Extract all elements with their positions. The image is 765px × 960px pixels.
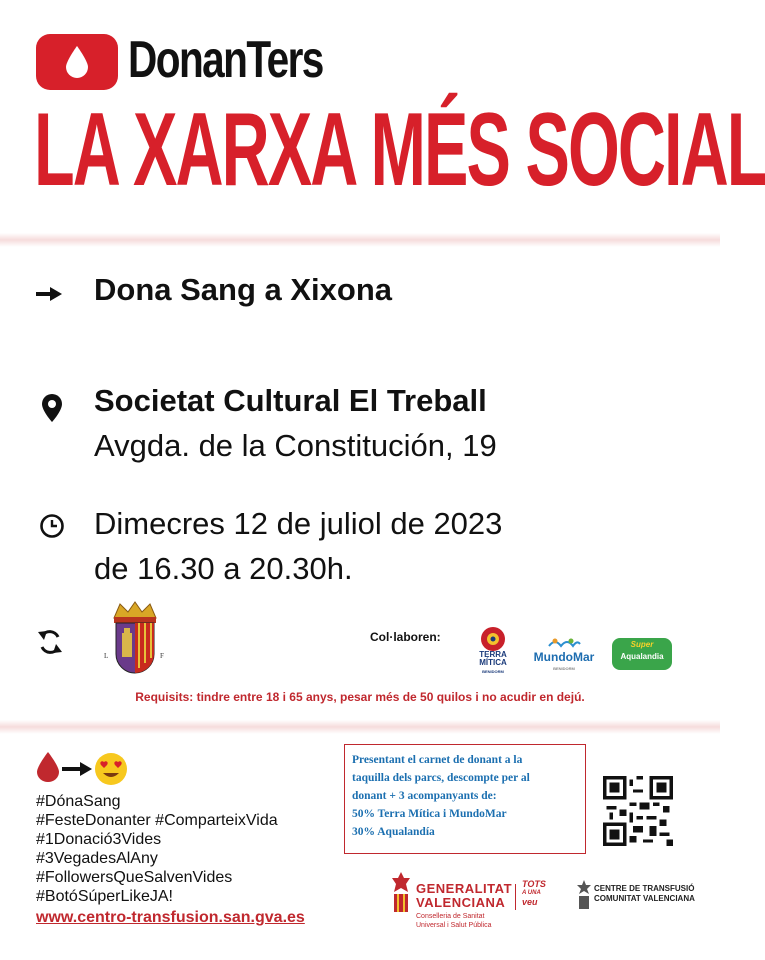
hashtag-line: #FesteDonanter #ComparteixVida <box>36 812 278 829</box>
svg-text:L: L <box>104 652 109 660</box>
generalitat-divider <box>515 884 516 910</box>
generalitat-sub-line1: Conselleria de Sanitat <box>416 913 485 920</box>
promo-line: donant + 3 acompanyants de: <box>352 790 497 802</box>
event-time: de 16.30 a 20.30h. <box>94 551 353 586</box>
hashtag-line: #1Donació3Vides <box>36 831 162 848</box>
headline-part2: MÉS SOCIAL <box>370 92 765 208</box>
terra-mitica-emblem-icon <box>480 626 506 652</box>
terra-mitica-sub: BENIDORM <box>482 669 504 674</box>
tots-a-una-veu <box>522 880 546 907</box>
website-link[interactable]: www.centro-transfusion.san.gva.es <box>36 909 305 926</box>
tots-line3: veu <box>522 897 538 907</box>
promo-box <box>344 744 586 854</box>
collaborators-label: Col·laboren: <box>370 630 441 644</box>
divider-band-bottom <box>0 720 720 734</box>
terra-mitica-name: TERRA MÍTICA <box>479 650 507 667</box>
arrow-right-icon <box>62 762 92 776</box>
venue-address: Avgda. de la Constitución, 19 <box>94 428 497 463</box>
venue-name: Societat Cultural El Treball <box>94 383 487 418</box>
headline-part1: LA XARXA <box>34 92 354 208</box>
blood-drop-icon <box>64 45 90 79</box>
mundomar-name: MundoMar <box>533 650 595 664</box>
xixona-coat-of-arms-icon <box>100 600 170 678</box>
generalitat-text <box>416 882 512 930</box>
ctv-text <box>594 884 695 904</box>
aqualandia-super: Super <box>630 640 654 649</box>
generalitat-name-line1: GENERALITAT <box>416 881 513 896</box>
svg-text:F: F <box>160 652 164 660</box>
terra-mitica-logo <box>470 626 516 676</box>
refresh-icon <box>36 628 64 656</box>
ctv-emblem-icon <box>576 880 592 910</box>
generalitat-emblem-icon <box>390 872 412 914</box>
promo-line: Presentant el carnet de donant a la <box>352 754 523 766</box>
event-title: Dona Sang a Xixona <box>94 272 393 307</box>
event-date: Dimecres 12 de juliol de 2023 <box>94 506 503 541</box>
arrow-right-icon <box>36 287 62 301</box>
mundomar-sub: BENIDORM <box>553 666 575 671</box>
map-pin-icon <box>40 394 64 422</box>
promo-line: 50% Terra Mítica i MundoMar <box>352 808 507 820</box>
aqualandia-logo <box>612 638 672 670</box>
qr-code-icon[interactable] <box>603 776 673 846</box>
ctv-line2: COMUNITAT VALENCIANA <box>594 894 695 903</box>
generalitat-sub-line2: Universal i Salut Pública <box>416 922 492 929</box>
mundomar-emblem-icon <box>547 636 581 650</box>
tots-line2: A UNA <box>522 890 541 896</box>
requirements-text: Requisits: tindre entre 18 i 65 anys, pesar més de 50 quilos i no acudir en dejú. <box>135 690 585 704</box>
brand-name: DonanTers <box>128 31 323 89</box>
ctv-line1: CENTRE DE TRANSFUSIÓ <box>594 884 695 893</box>
generalitat-name-line2: VALENCIANA <box>416 895 506 910</box>
hashtag-line: #BotóSúperLikeJA! <box>36 888 173 905</box>
promo-line: taquilla dels parcs, descompte per al <box>352 772 530 784</box>
promo-line: 30% Aqualandía <box>352 826 435 838</box>
heart-eyes-emoji-icon <box>94 752 128 786</box>
tots-line1: TOTS <box>522 879 546 889</box>
blood-drop-icon <box>36 752 60 782</box>
aqualandia-name: Aqualandia <box>620 652 664 661</box>
hashtag-line: #3VegadesAlAny <box>36 850 158 867</box>
hashtag-line: #DónaSang <box>36 793 121 810</box>
headline <box>34 92 765 208</box>
hashtags-list <box>36 792 278 906</box>
divider-band-top <box>0 233 720 247</box>
hashtag-line: #FollowersQueSalvenVides <box>36 869 233 886</box>
mundomar-logo <box>527 636 601 674</box>
clock-icon <box>39 513 65 539</box>
